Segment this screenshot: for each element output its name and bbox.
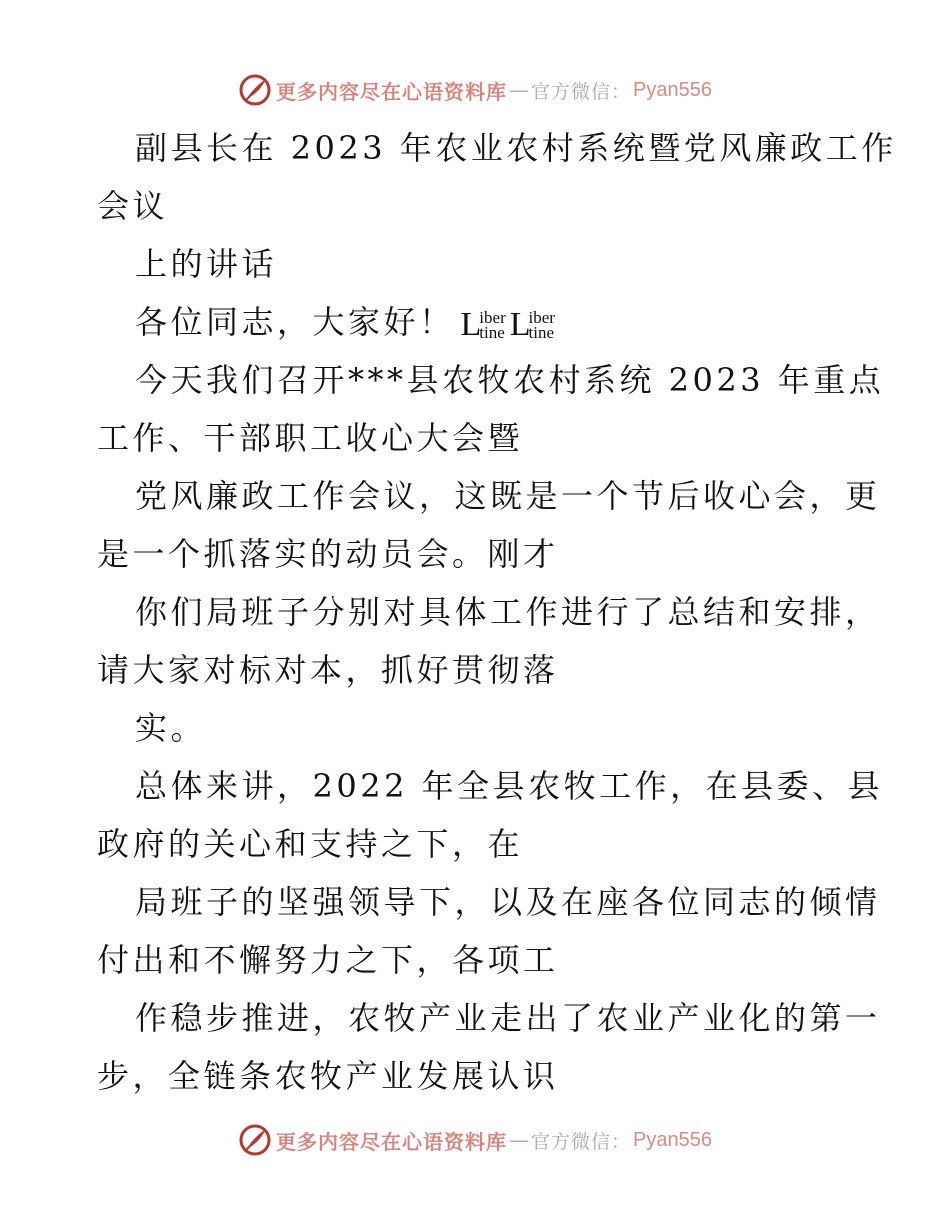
greeting-text: 各位同志，大家好！ xyxy=(135,303,455,341)
stamp-top-2: iber xyxy=(528,307,555,327)
watermark-wechat-id: Pyan556 xyxy=(633,78,712,101)
paragraph-line: 总体来讲，2022 年全县农牧工作，在县委、县 xyxy=(135,767,884,805)
title-line-3: 上的讲话 xyxy=(135,245,278,283)
paragraph-line: 步，全链条农牧产业发展认识 xyxy=(97,1057,559,1095)
stamp-big-letter: L xyxy=(460,305,482,343)
stamp-bottom: tine xyxy=(479,322,505,342)
title-line-1: 副县长在 2023 年农业农村系统暨党风廉政工作 xyxy=(135,129,897,167)
greeting-line xyxy=(97,293,857,351)
paragraph-line: 你们局班子分别对具体工作进行了总结和安排， xyxy=(135,593,881,631)
watermark-site-name: 更多内容尽在心语资料库 xyxy=(276,1129,507,1154)
paragraph-line: 是一个抓落实的动员会。刚才 xyxy=(97,535,559,573)
title-line-2: 会议 xyxy=(97,187,169,225)
watermark-wechat-label: 官方微信： xyxy=(531,1130,632,1153)
watermark-dash: — xyxy=(509,78,529,102)
stamp-bottom-2: tine xyxy=(528,322,555,342)
paragraph-line: 局班子的坚强领导下，以及在座各位同志的倾情 xyxy=(135,883,881,921)
watermark-wechat-id: Pyan556 xyxy=(633,1128,712,1151)
paragraph-line: 工作、干部职工收心大会暨 xyxy=(97,419,524,457)
paragraph-line: 请大家对标对本，抓好贯彻落 xyxy=(97,651,559,689)
logo-icon xyxy=(238,73,272,107)
paragraph-line: 政府的关心和支持之下，在 xyxy=(97,825,524,863)
document-body xyxy=(97,119,897,1105)
watermark-wechat-label: 官方微信： xyxy=(531,80,632,103)
paragraph-line: 今天我们召开***县农牧农村系统 2023 年重点 xyxy=(135,361,885,399)
footer-watermark-banner xyxy=(0,1120,950,1160)
stamp-top: iber xyxy=(479,307,506,327)
libertine-stamp xyxy=(460,305,559,343)
header-watermark-banner xyxy=(0,70,950,110)
watermark-dash: — xyxy=(509,1128,529,1152)
paragraph-line: 作稳步推进，农牧产业走出了农业产业化的第一 xyxy=(135,999,881,1037)
stamp-big-letter-2: L xyxy=(509,305,531,343)
paragraph-line: 党风廉政工作会议，这既是一个节后收心会，更 xyxy=(135,477,881,515)
watermark-site-name: 更多内容尽在心语资料库 xyxy=(276,79,507,104)
paragraph-line: 付出和不懈努力之下，各项工 xyxy=(97,941,559,979)
logo-icon xyxy=(238,1123,272,1157)
paragraph-line: 实。 xyxy=(135,709,207,747)
